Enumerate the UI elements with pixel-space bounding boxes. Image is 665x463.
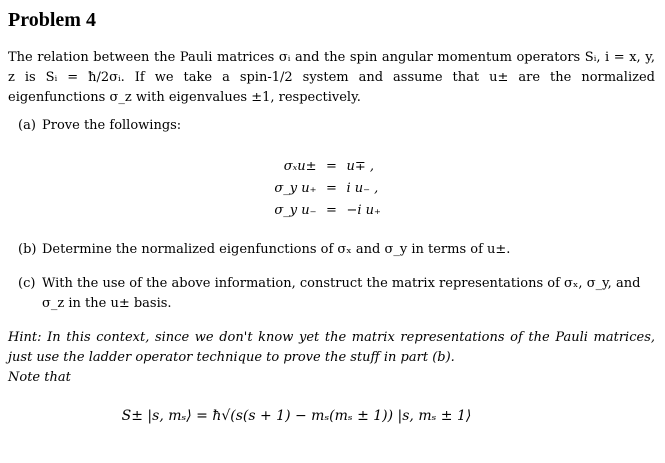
equation-block [8,156,655,222]
equation-lhs: σ_y u₋ [274,203,317,218]
hint-text: Hint: In this context, since we don't know yet the matrix representations of the Pauli matrices, just use the ladder operator technique to prove the stuff in part (b). [8,330,655,365]
problem-title: Problem 4 [8,9,96,31]
spacer [8,260,655,274]
equation-rhs: −i u₊ [346,203,381,218]
note-text: Note that [8,370,71,385]
equation-rel: = [326,203,337,218]
equation-rhs: u∓ , [346,159,375,174]
ladder-formula: S± |s, mₛ⟩ = ħ√(s(s + 1) − mₛ(mₛ ± 1)) |s, mₛ ± 1⟩ [121,408,472,424]
equation-lhs: σₓu± [283,159,317,174]
part-a [8,116,655,136]
equation-rel: = [326,181,337,196]
part-a-text: Prove the followings: [42,118,182,133]
problem-intro: The relation between the Pauli matrices σᵢ and the spin angular momentum operators Sᵢ, i = x, y, z is Sᵢ = ħ/2σᵢ. If we take a spin-1/2 system and assume that u± are the normalized eigenfunctions σ_z with eigenvalues ±1, respectively. [8,50,655,105]
part-c-label: (c) [18,276,36,291]
equation-rhs: i u₋ , [346,181,379,196]
part-c-text: With the use of the above information, construct the matrix representations of σₓ, σ_y, and σ_z in the u± basis. [42,276,641,311]
part-b-label: (b) [18,242,37,257]
equation-lhs: σ_y u₊ [274,181,317,196]
part-c [8,274,655,314]
part-b [8,240,655,260]
part-a-label: (a) [18,118,36,133]
equation-row [247,156,417,178]
equation-row [247,178,417,200]
equation-rel: = [326,159,337,174]
equation-row [247,200,417,222]
part-b-text: Determine the normalized eigenfunctions of σₓ and σ_y in terms of u±. [42,242,511,257]
